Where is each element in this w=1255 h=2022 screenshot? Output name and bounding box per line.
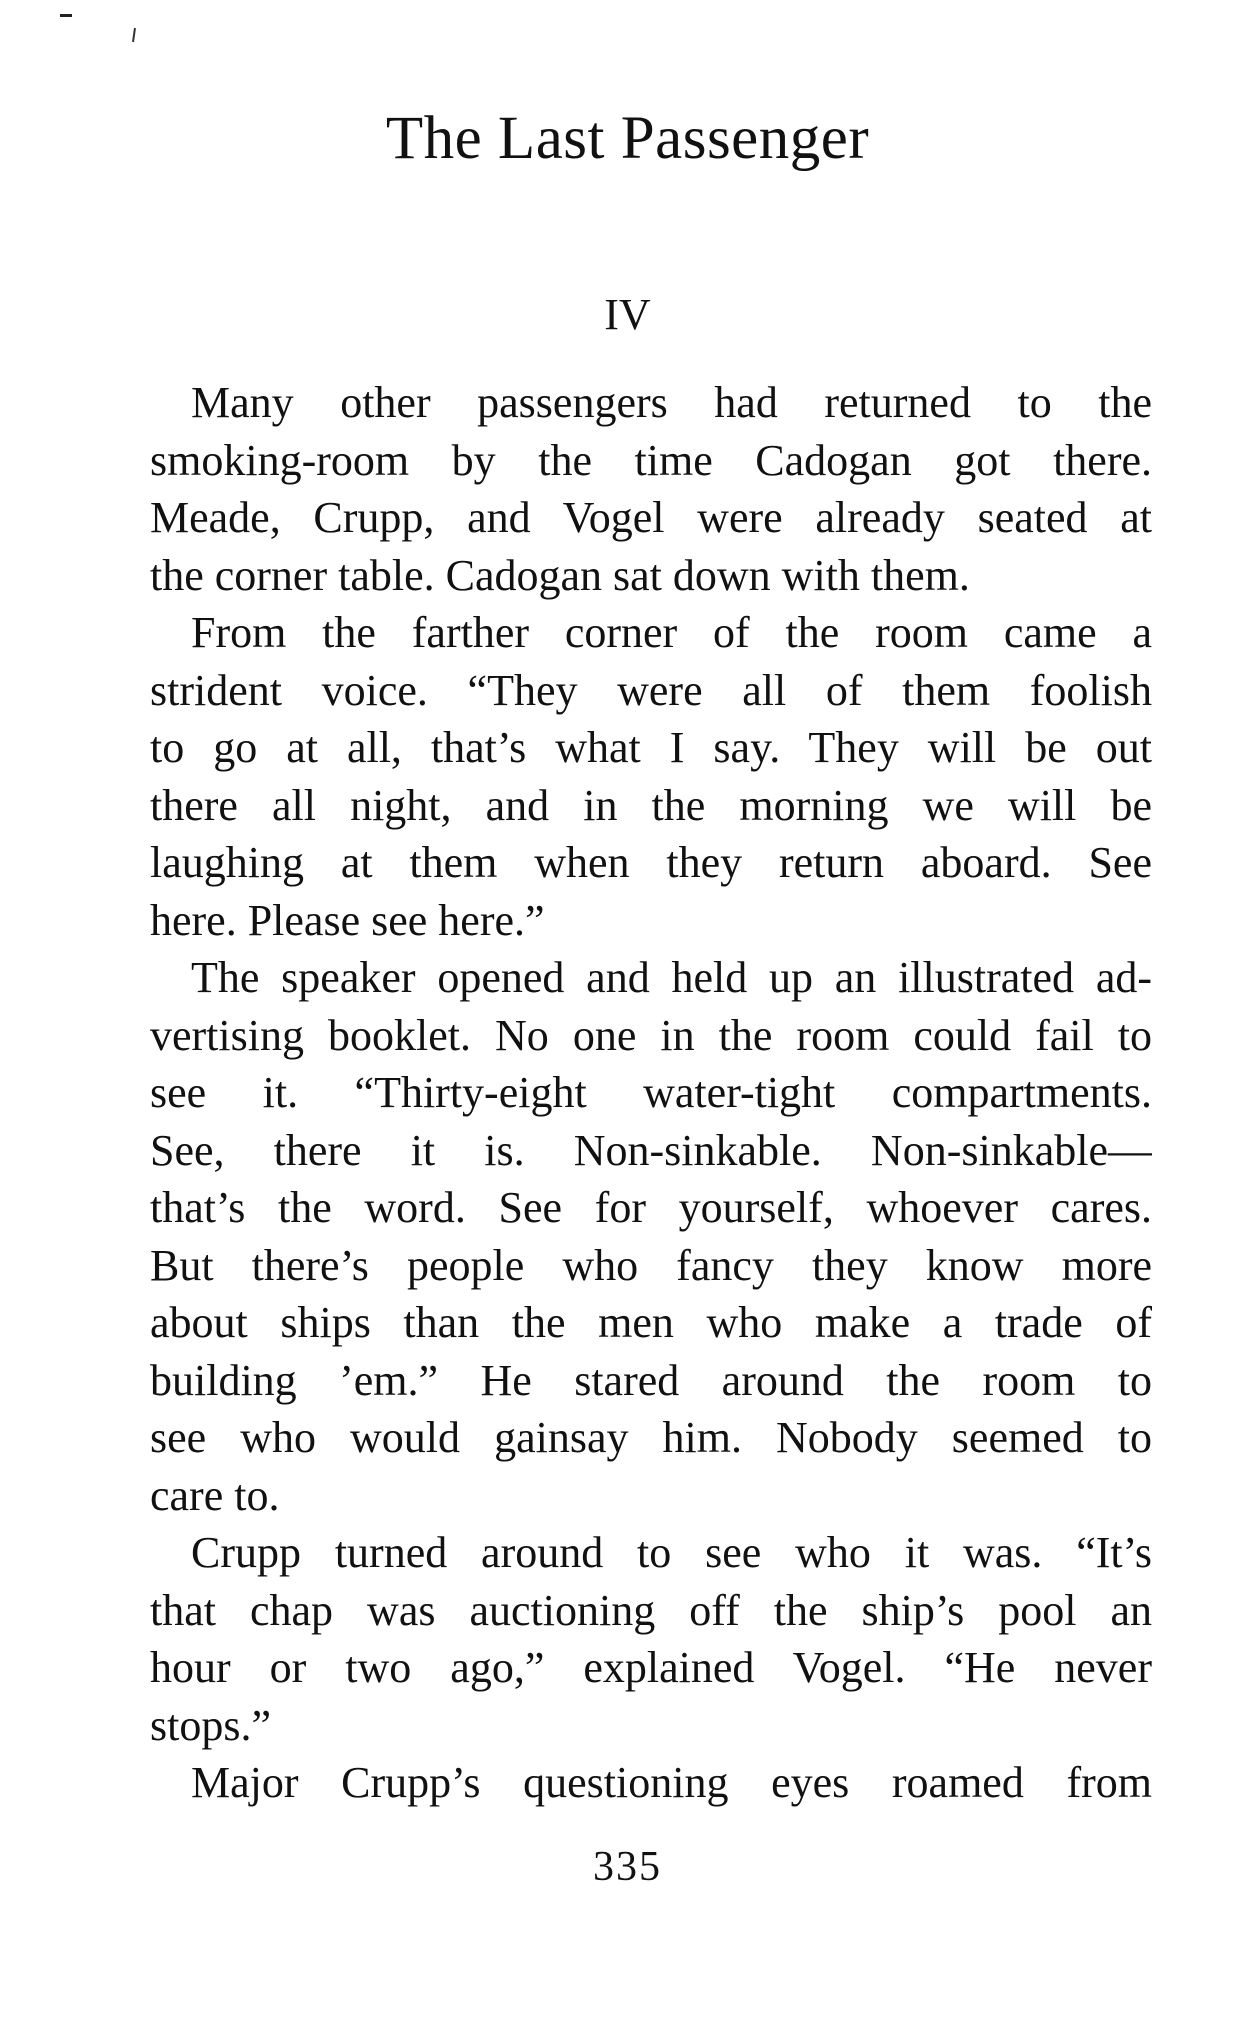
text-line: there all night, and in the morning we will be — [150, 780, 1152, 830]
text-line: stops.” — [150, 1700, 271, 1750]
text-line: The speaker opened and held up an illustrated ad- — [191, 953, 1152, 1002]
text-line: But there’s people who fancy they know more — [150, 1240, 1152, 1290]
text-line: care to. — [150, 1470, 280, 1520]
text-line: smoking-room by the time Cadogan got there. — [150, 435, 1152, 485]
text-line: Many other passengers had returned to the — [191, 378, 1152, 427]
text-line: Meade, Crupp, and Vogel were already seated at — [150, 493, 1152, 542]
page-number: 335 — [593, 1844, 662, 1890]
text-line: building ’em.” He stared around the room to — [150, 1355, 1152, 1405]
text-line: to go at all, that’s what I say. They will be out — [150, 723, 1152, 772]
body-text — [150, 374, 1152, 1812]
text-line: Crupp turned around to see who it was. “It’s — [191, 1528, 1152, 1577]
text-line: here. Please see here.” — [150, 895, 545, 945]
running-head: The Last Passenger — [385, 105, 870, 172]
text-line: strident voice. “They were all of them foolish — [150, 665, 1152, 715]
text-line: about ships than the men who make a trade of — [150, 1298, 1152, 1347]
scan-tick-mark — [132, 28, 136, 42]
text-line: vertising booklet. No one in the room could fail to — [150, 1010, 1152, 1060]
text-line: that’s the word. See for yourself, whoever cares. — [150, 1183, 1152, 1232]
text-line: See, there it is. Non-sinkable. Non-sinkable— — [150, 1125, 1152, 1175]
text-line: the corner table. Cadogan sat down with them. — [150, 550, 970, 600]
text-line: see it. “Thirty-eight water-tight compartments. — [150, 1068, 1152, 1117]
text-line: From the farther corner of the room came a — [191, 608, 1152, 657]
chapter-number: IV — [604, 290, 651, 339]
text-line: laughing at them when they return aboard. See — [150, 838, 1152, 887]
text-line: hour or two ago,” explained Vogel. “He never — [150, 1643, 1152, 1692]
scan-mark — [60, 14, 72, 17]
text-line: Major Crupp’s questioning eyes roamed from — [191, 1758, 1152, 1807]
text-line: that chap was auctioning off the ship’s pool an — [150, 1585, 1152, 1635]
text-line: see who would gainsay him. Nobody seemed to — [150, 1413, 1152, 1462]
